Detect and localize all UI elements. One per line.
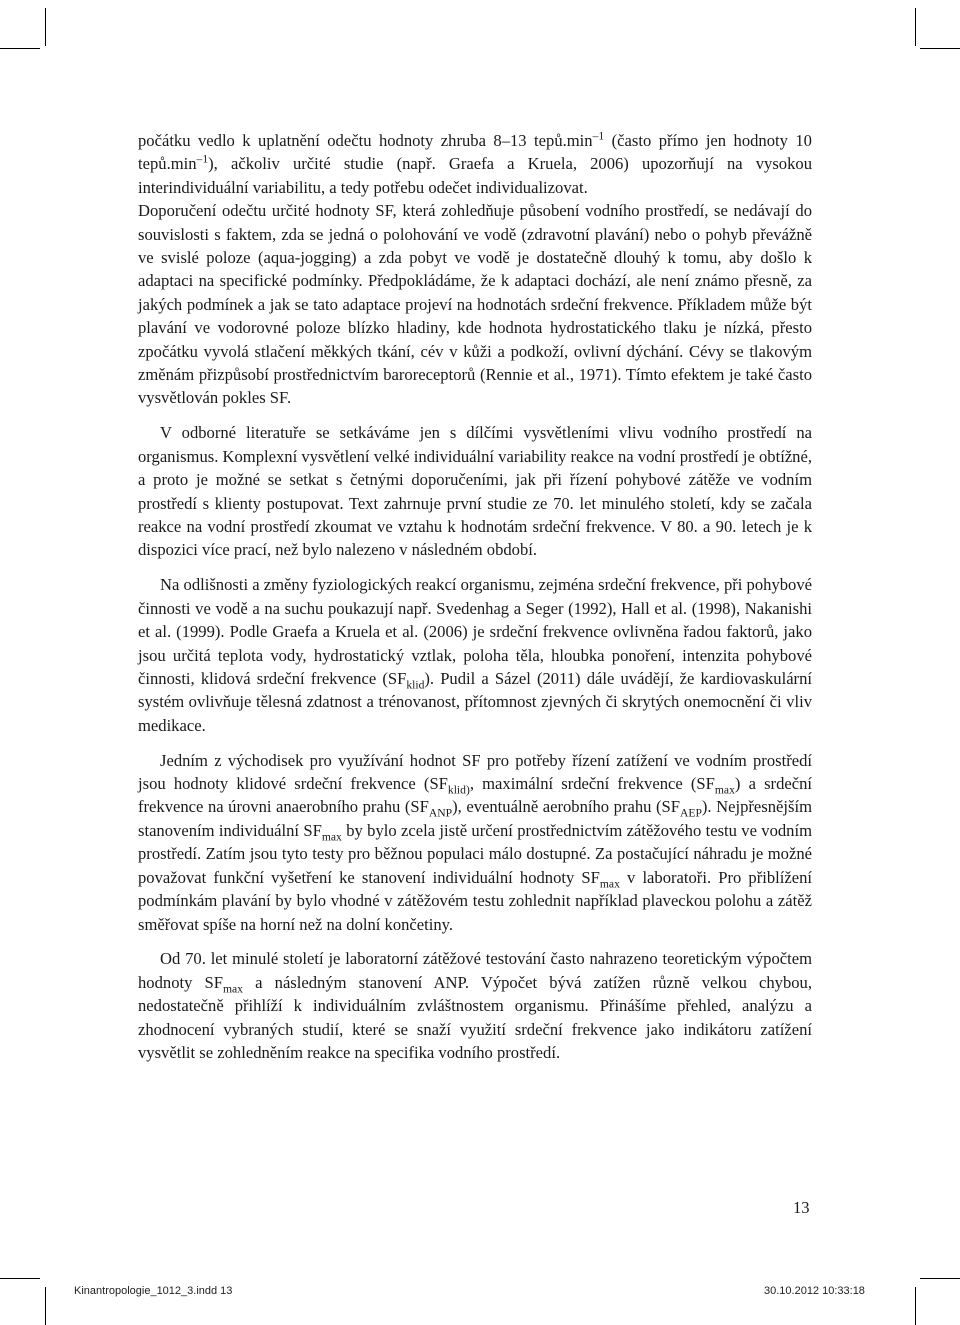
text-run: Od 70. let minulé století je laboratorní zátěžové testování často nahrazeno teoretickým výpočtem hodnoty SF — [138, 949, 812, 992]
crop-mark-bottom-left-h — [0, 1278, 40, 1279]
superscript: –1 — [196, 152, 209, 166]
text-run: ), ačkoliv určité studie (např. Graefa a Kruela, 2006) upozorňují na vysokou interindividuální variabilitu, a tedy potřebu odečet individualizovat. — [138, 154, 812, 197]
subscript: ANP — [428, 806, 453, 820]
paragraph-5 — [138, 947, 812, 1064]
text-run: (často přímo jen hodnoty 10 tepů.min — [138, 131, 812, 174]
subscript: max — [714, 783, 735, 797]
crop-mark-bottom-left — [45, 1287, 46, 1325]
subscript: klid — [406, 678, 425, 692]
text-run: v laboratoři. Pro přiblížení podmínkám plavání by bylo vhodné v zátěžovém testu zohlednit například plaveckou polohu a zátěž směřovat spíše na horní než na dolní končetiny. — [138, 867, 812, 934]
crop-mark-bottom-right — [915, 1287, 916, 1325]
crop-mark-top-right-h — [920, 48, 960, 49]
page-number: 13 — [793, 1198, 810, 1217]
paragraph-1 — [138, 199, 812, 410]
text-run: by bylo zcela jistě určení prostřednictvím zátěžového testu ve vodním prostředí. Zatím jsou tyto testy pro běžnou populaci málo dostupné. Za postačující náhradu je možné považovat funkční vyšetření ke stanovení individuální hodnoty SF — [138, 820, 812, 887]
superscript: –1 — [592, 129, 605, 143]
subscript: max — [599, 877, 620, 890]
crop-mark-top-right — [915, 8, 916, 46]
crop-mark-top-left-h — [0, 48, 40, 49]
text-run: a následným stanovení ANP. Výpočet bývá zatížen různě velkou chybou, nedostatečně přihlíží k individuálním zvláštnostem organismu. Přinášíme přehled, analýzu a zhodnocení vybraných studií, které se snaží využití srdeční frekvence jako indikátoru zatížení vysvětlit se zohledněním reakce na specifika vodního prostředí. — [138, 972, 812, 1063]
paragraph-0 — [138, 129, 812, 199]
paragraph-2 — [138, 421, 812, 561]
text-run: Doporučení odečtu určité hodnoty SF, která zohledňuje působení vodního prostředí, se nedávají do souvislosti s faktem, zda se jedná o polohování ve vodě (zdravotní plavání) nebo o pohyb převážně ve svislé poloze (aqua-jogging) a zda pobyt ve vodě je dostatečně dlouhý k tomu, aby došlo k adaptaci na specifické podmínky. Předpokládáme, že k adaptaci dochází, ale není známo přesně, za jakých podmínek a jak se tato adaptace projeví na hodnotách srdeční frekvence. Příkladem může být plavání ve vodorovné poloze blízko hladiny, kde hodnota hydrostatického tlaku je nízká, přesto zpočátku vyvolá stlačení měkkých tkání, cév v kůži a podkoží, ovlivní dýchání. Cévy se tlakovým změnám přizpůsobí prostřednictvím baroreceptorů (Rennie et al., 1971). Tímto efektem je také často vysvětlován pokles SF. — [138, 201, 812, 408]
crop-mark-top-left — [45, 8, 46, 46]
body-text — [138, 129, 812, 1076]
print-slug-timestamp: 30.10.2012 10:33:18 — [764, 1285, 865, 1297]
paragraph-3 — [138, 573, 812, 737]
text-run: počátku vedlo k uplatnění odečtu hodnoty zhruba 8–13 tepů.min — [138, 131, 593, 150]
paragraph-4 — [138, 749, 812, 936]
print-slug-filename: Kinantropologie_1012_3.indd 13 — [74, 1285, 233, 1297]
subscript: AEP — [679, 806, 702, 820]
text-run: V odborné literatuře se setkáváme jen s dílčími vysvětleními vlivu vodního prostředí na organismus. Komplexní vysvětlení velké individuální variability reakce na vodní prostředí je obtížné, a proto je možné se setkat s četnými doporučeními, jak při řízení pohybové zátěže ve vodním prostředí s klienty postupovat. Text zahrnuje první studie ze 70. let minulého století, kdy se začala reakce na vodní prostředí zkoumat ve vztahu k hodnotám srdeční frekvence. V 80. a 90. letech je k dispozici více prací, než bylo nalezeno v následném období. — [138, 423, 812, 560]
text-run: ), eventuálně aerobního prahu (SF — [452, 797, 680, 817]
subscript: max — [223, 982, 243, 996]
text-run: ) a srdeční frekvence na úrovni anaerobního prahu (SF — [138, 774, 813, 817]
subscript: max — [321, 830, 342, 844]
crop-mark-bottom-right-h — [920, 1278, 960, 1279]
text-run: Na odlišnosti a změny fyziologických reakcí organismu, zejména srdeční frekvence, při pohybové činnosti ve vodě a na suchu poukazují např. Svedenhag a Seger (1992), Hall et al. (1998), Nakanishi et al. (1999). Podle Graefa a Kruela et al. (2006) je srdeční frekvence ovlivněna řadou faktorů, jako jsou určitá teplota vody, hydrostatický vztlak, poloha těla, hloubka ponoření, intenzita pohybové činnosti, klidová srdeční frekvence (SF — [138, 575, 812, 688]
text-run: ). Pudil a Sázel (2011) dále uvádějí, že kardiovaskulární systém ovlivňuje tělesná zdatnost a trénovanost, přítomnost zjevných či skrytých onemocnění či vliv medikace. — [138, 668, 812, 735]
subscript: klid) — [447, 783, 470, 797]
text-run: , maximální srdeční frekvence (SF — [469, 774, 715, 794]
text-run: Jedním z východisek pro využívání hodnot SF pro potřeby řízení zatížení ve vodním prostředí jsou hodnoty klidové srdeční frekvence (SF — [138, 750, 812, 794]
text-run: ). Nejpřesnějším stanovením individuální SF — [138, 797, 812, 840]
